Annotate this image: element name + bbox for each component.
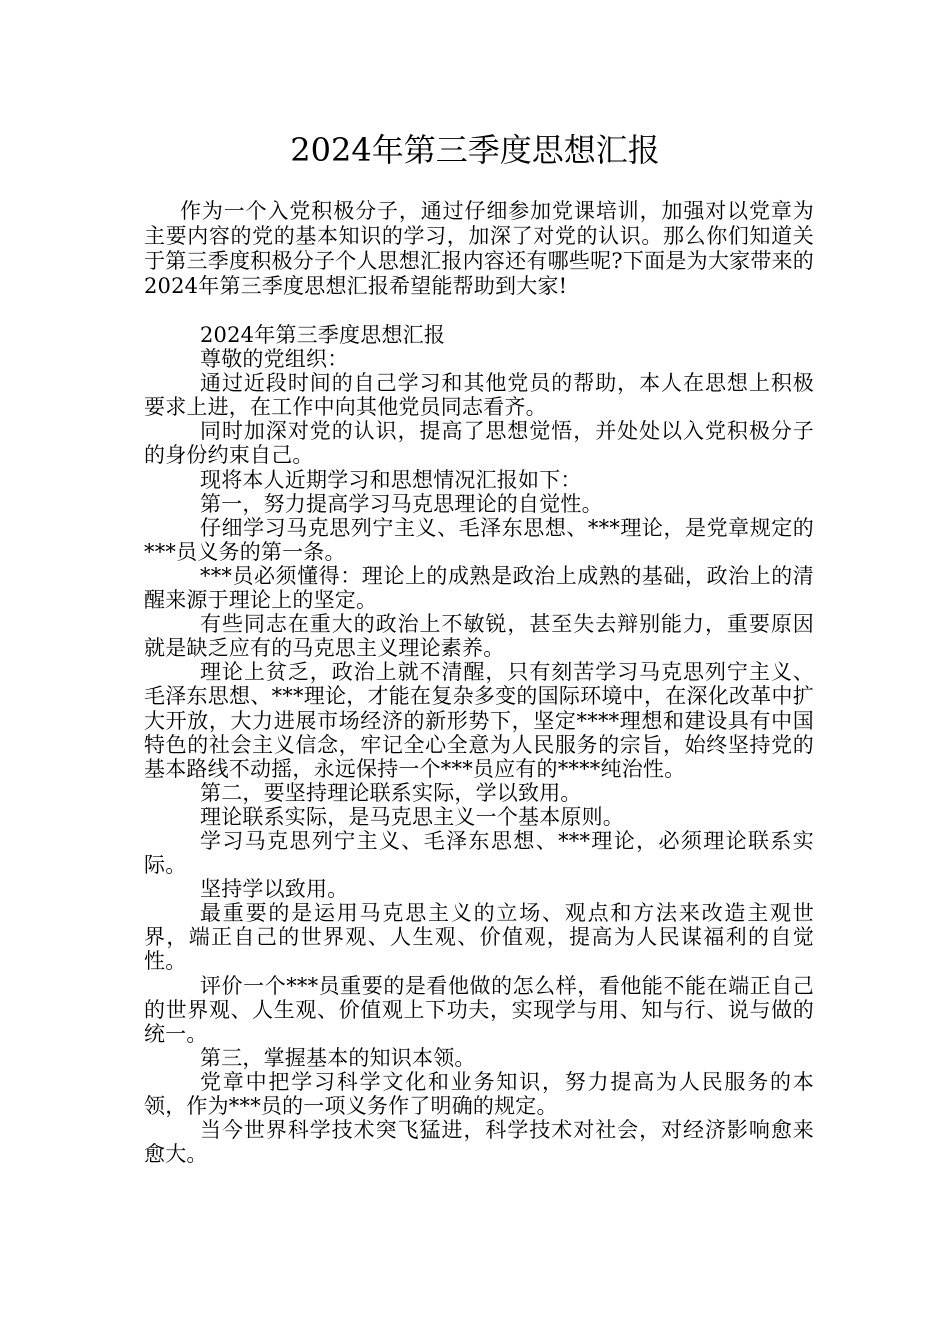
report-heading: 2024年第三季度思想汇报 [200,323,446,347]
body-paragraph: 理论联系实际，是马克思主义一个基本原则。 [200,804,624,829]
body-paragraph: 学习马克思列宁主义、毛泽东思想、***理论，必须理论联系实际。 [144,828,814,878]
salutation: 尊敬的党组织： [200,347,349,372]
body-paragraph: 最重要的是运用马克思主义的立场、观点和方法来改造主观世界，端正自己的世界观、人生观、价值观，提高为人民谋福利的自觉性。 [144,901,814,974]
report-body [144,323,814,1166]
body-paragraph: 坚持学以致用。 [200,877,349,902]
body-paragraph: 评价一个***员重要的是看他做的怎么样，看他能不能在端正自己的世界观、人生观、价值观上下功夫，实现学与用、知与行、说与做的统一。 [144,973,814,1046]
section-heading-second: 第二，要坚持理论联系实际，学以致用。 [200,780,582,805]
document-title: 2024年第三季度思想汇报 [290,131,660,169]
body-paragraph: 仔细学习马克思列宁主义、毛泽东思想、***理论，是党章规定的***员义务的第一条。 [144,515,814,564]
section-heading-first: 第一，努力提高学习马克思理论的自觉性。 [200,491,603,516]
body-paragraph: 当今世界科学技术突飞猛进，科学技术对社会，对经济影响愈来愈大。 [144,1118,814,1167]
body-paragraph: 党章中把学习科学文化和业务知识，努力提高为人民服务的本领，作为***员的一项义务作了明确的规定。 [144,1069,814,1118]
section-heading-third: 第三，掌握基本的知识本领。 [200,1045,476,1070]
body-paragraph: ***员必须懂得：理论上的成熟是政治上成熟的基础，政治上的清醒来源于理论上的坚定。 [144,563,814,613]
body-paragraph: 同时加深对党的认识，提高了思想觉悟，并处处以入党积极分子的身份约束自己。 [144,419,814,468]
body-paragraph: 通过近段时间的自己学习和其他党员的帮助，本人在思想上积极要求上进，在工作中向其他党员同志看齐。 [144,371,814,420]
body-paragraph: 理论上贫乏，政治上就不清醒，只有刻苦学习马克思列宁主义、毛泽东思想、***理论，才能在复杂多变的国际环境中，在深化改革中扩大开放，大力进展市场经济的新形势下，坚定****理想和建设具有中国特色的社会主义信念，牢记全心全意为人民服务的宗旨，始终坚持党的基本路线不动摇，永远保持一个***员应有的****纯治性。 [144,660,814,781]
intro-paragraph: 作为一个入党积极分子，通过仔细参加党课培训，加强对以党章为主要内容的党的基本知识的学习，加深了对党的认识。那么你们知道关于第三季度积极分子个人思想汇报内容还有哪些呢?下面是为大家带来的2024年第三季度思想汇报希望能帮助到大家! [144,199,814,298]
body-paragraph: 现将本人近期学习和思想情况汇报如下： [200,467,582,492]
body-paragraph: 有些同志在重大的政治上不敏锐，甚至失去辩别能力，重要原因就是缺乏应有的马克思主义理论素养。 [144,612,814,661]
